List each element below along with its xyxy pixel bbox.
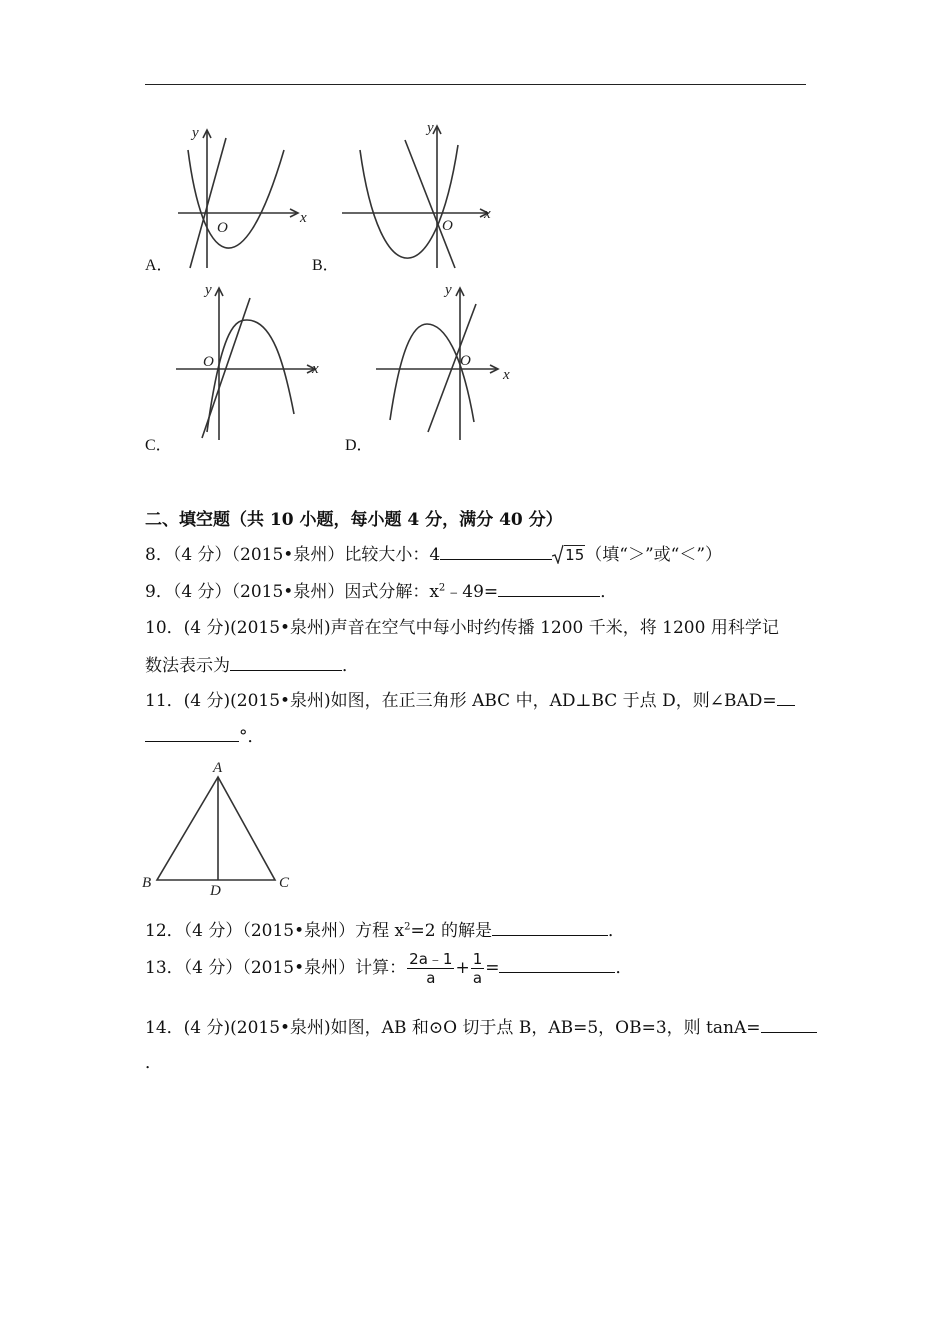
question-13 <box>145 950 632 987</box>
plus-sign: + <box>455 958 470 978</box>
q13-end: ． <box>615 958 633 978</box>
fraction-2 <box>471 950 485 987</box>
vertex-c-label: C <box>279 875 290 891</box>
q10-end: ． <box>342 656 359 676</box>
q12-exponent: 2 <box>404 921 411 933</box>
radical-icon <box>552 544 564 564</box>
question-12 <box>145 916 625 941</box>
question-14-line-2: ． <box>145 1053 162 1073</box>
question-10-line-1: 10．(4 分)(2015•泉州)声音在空气中每小时约传播 1200 千米，将 1200 用科学记 <box>145 618 779 638</box>
point-d-label: D <box>210 883 221 899</box>
sqrt-radicand: 15 <box>565 546 585 564</box>
parabola <box>390 324 474 422</box>
fraction-1 <box>407 950 454 987</box>
parabola <box>207 320 294 432</box>
graph-option-d <box>372 282 522 442</box>
q13-answer-blank[interactable] <box>499 956 615 973</box>
x-label: x <box>300 210 307 226</box>
triangle-figure <box>140 755 300 900</box>
question-11-line-2 <box>145 722 265 747</box>
q8-answer-blank[interactable] <box>440 543 552 560</box>
header-rule <box>145 84 806 85</box>
fraction-1-denominator: a <box>426 969 436 987</box>
q12-text: 12．（4 分）（2015•泉州）方程 x <box>145 921 405 941</box>
origin-label: O <box>442 218 453 234</box>
y-label: y <box>192 125 199 141</box>
option-d-label: D． <box>345 437 373 454</box>
q11-answer-blank[interactable] <box>145 725 239 742</box>
q9-answer-blank[interactable] <box>498 580 600 597</box>
q10-text: 数法表示为 <box>145 656 230 676</box>
x-label: x <box>503 367 510 383</box>
q9-end: ． <box>600 582 618 602</box>
q13-text: 13．（4 分）（2015•泉州）计算： <box>145 958 407 978</box>
parabola <box>360 145 458 258</box>
q11-text: 11．(4 分)(2015•泉州)如图，在正三角形 ABC 中，AD⊥BC 于点 D，则∠BAD= <box>145 691 777 711</box>
fraction-1-numerator: 2a﹣1 <box>409 950 453 968</box>
origin-label: O <box>203 354 214 370</box>
y-label: y <box>427 120 434 136</box>
vertex-a-label: A <box>213 760 223 776</box>
q11-answer-blank-start[interactable] <box>777 689 795 706</box>
origin-label: O <box>217 220 228 236</box>
q11-end: °． <box>239 727 265 747</box>
q12-answer-blank[interactable] <box>492 919 608 936</box>
parabola <box>188 150 284 248</box>
q9-mid: ﹣49= <box>445 582 499 602</box>
fraction-2-denominator: a <box>472 969 483 987</box>
question-9 <box>145 577 617 602</box>
graph-option-a <box>170 120 310 270</box>
question-10-line-2 <box>145 651 359 676</box>
fraction-2-numerator: 1 <box>472 950 483 968</box>
triangle-abc <box>157 777 275 880</box>
q9-exponent: 2 <box>438 582 446 594</box>
q8-text: 8．（4 分）（2015•泉州）比较大小：4 <box>145 545 441 565</box>
graph-option-b <box>340 120 500 270</box>
question-14-line-1 <box>145 1013 817 1038</box>
option-c-label: C． <box>145 437 172 454</box>
q14-text: 14．(4 分)(2015•泉州)如图，AB 和⊙O 切于点 B，AB=5，OB=3，则 tanA= <box>145 1018 761 1038</box>
vertex-b-label: B <box>142 875 152 891</box>
y-label: y <box>205 282 212 298</box>
option-b-label: B． <box>312 257 339 274</box>
equals-sign: = <box>485 958 500 978</box>
section-heading: 二、填空题（共 10 小题，每小题 4 分，满分 40 分） <box>145 510 563 530</box>
sqrt-symbol <box>552 544 585 564</box>
origin-label: O <box>460 353 471 369</box>
question-8 <box>145 540 722 565</box>
q10-answer-blank[interactable] <box>230 654 342 671</box>
x-label: x <box>484 206 491 222</box>
graph-option-c <box>172 282 332 442</box>
y-label: y <box>445 282 452 298</box>
x-label: x <box>312 361 319 377</box>
line <box>190 138 226 268</box>
q14-answer-blank[interactable] <box>761 1016 817 1033</box>
q12-end: ． <box>607 921 625 941</box>
question-11-line-1 <box>145 686 795 711</box>
q8-hint: （填“＞”或“＜”） <box>585 545 723 565</box>
q12-post: =2 的解是 <box>410 921 492 941</box>
line <box>405 140 455 268</box>
q9-text: 9．（4 分）（2015•泉州）因式分解：x <box>145 582 439 602</box>
option-a-label: A． <box>145 257 173 274</box>
